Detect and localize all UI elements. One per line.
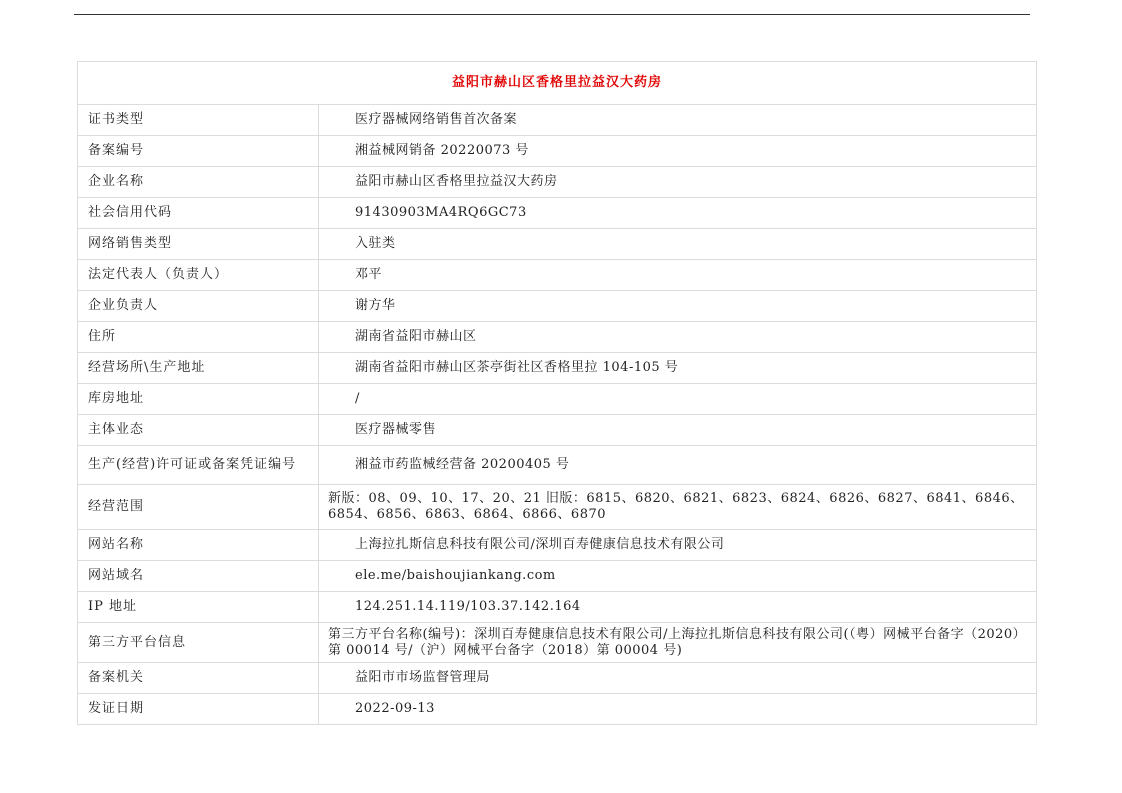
field-label: 主体业态 [78, 415, 319, 446]
table-row [78, 198, 1037, 229]
field-value: 91430903MA4RQ6GC73 [319, 198, 1037, 229]
field-value: 益阳市市场监督管理局 [319, 663, 1037, 694]
table-row [78, 592, 1037, 623]
table-row [78, 485, 1037, 530]
table-row [78, 229, 1037, 260]
field-value: 入驻类 [319, 229, 1037, 260]
field-value: 124.251.14.119/103.37.142.164 [319, 592, 1037, 623]
table-row [78, 446, 1037, 485]
field-label: 第三方平台信息 [78, 623, 319, 663]
field-label: 证书类型 [78, 105, 319, 136]
field-value: 邓平 [319, 260, 1037, 291]
field-label: 经营范围 [78, 485, 319, 530]
table-row [78, 415, 1037, 446]
field-label: IP 地址 [78, 592, 319, 623]
table-row [78, 260, 1037, 291]
table-row [78, 353, 1037, 384]
field-label: 社会信用代码 [78, 198, 319, 229]
header-rule [74, 14, 1030, 15]
field-value: 上海拉扎斯信息科技有限公司/深圳百寿健康信息技术有限公司 [319, 530, 1037, 561]
table-row [78, 663, 1037, 694]
field-value: 湖南省益阳市赫山区茶亭街社区香格里拉 104-105 号 [319, 353, 1037, 384]
field-value: 谢方华 [319, 291, 1037, 322]
field-label: 网络销售类型 [78, 229, 319, 260]
field-label: 库房地址 [78, 384, 319, 415]
field-value: / [319, 384, 1037, 415]
field-label: 住所 [78, 322, 319, 353]
field-value: 湘益市药监械经营备 20200405 号 [319, 446, 1037, 485]
field-label: 网站域名 [78, 561, 319, 592]
field-value: 医疗器械零售 [319, 415, 1037, 446]
field-value: 2022-09-13 [319, 694, 1037, 725]
field-label: 生产(经营)许可证或备案凭证编号 [78, 446, 319, 485]
table-row [78, 530, 1037, 561]
field-label: 企业名称 [78, 167, 319, 198]
table-row [78, 136, 1037, 167]
field-label: 备案机关 [78, 663, 319, 694]
table-row [78, 694, 1037, 725]
table-row [78, 291, 1037, 322]
table-row [78, 105, 1037, 136]
field-value: ele.me/baishoujiankang.com [319, 561, 1037, 592]
field-label: 经营场所\生产地址 [78, 353, 319, 384]
table-row [78, 384, 1037, 415]
field-label: 备案编号 [78, 136, 319, 167]
table-row [78, 561, 1037, 592]
field-label: 网站名称 [78, 530, 319, 561]
table-row [78, 623, 1037, 663]
field-label: 企业负责人 [78, 291, 319, 322]
title-row [78, 62, 1037, 105]
document-title: 益阳市赫山区香格里拉益汉大药房 [78, 62, 1037, 105]
field-label: 发证日期 [78, 694, 319, 725]
field-label: 法定代表人（负责人） [78, 260, 319, 291]
field-value: 湖南省益阳市赫山区 [319, 322, 1037, 353]
field-value: 新版：08、09、10、17、20、21 旧版：6815、6820、6821、6823、6824、6826、6827、6841、6846、6854、6856、6863、6864、6866、6870 [319, 485, 1037, 530]
table-row [78, 167, 1037, 198]
field-value: 医疗器械网络销售首次备案 [319, 105, 1037, 136]
field-value: 第三方平台名称(编号)：深圳百寿健康信息技术有限公司/上海拉扎斯信息科技有限公司(（粤）网械平台备字（2020）第 00014 号/（沪）网械平台备字（2018）第 00004 号) [319, 623, 1037, 663]
table-row [78, 322, 1037, 353]
field-value: 益阳市赫山区香格里拉益汉大药房 [319, 167, 1037, 198]
record-table [77, 61, 1037, 725]
field-value: 湘益械网销备 20220073 号 [319, 136, 1037, 167]
